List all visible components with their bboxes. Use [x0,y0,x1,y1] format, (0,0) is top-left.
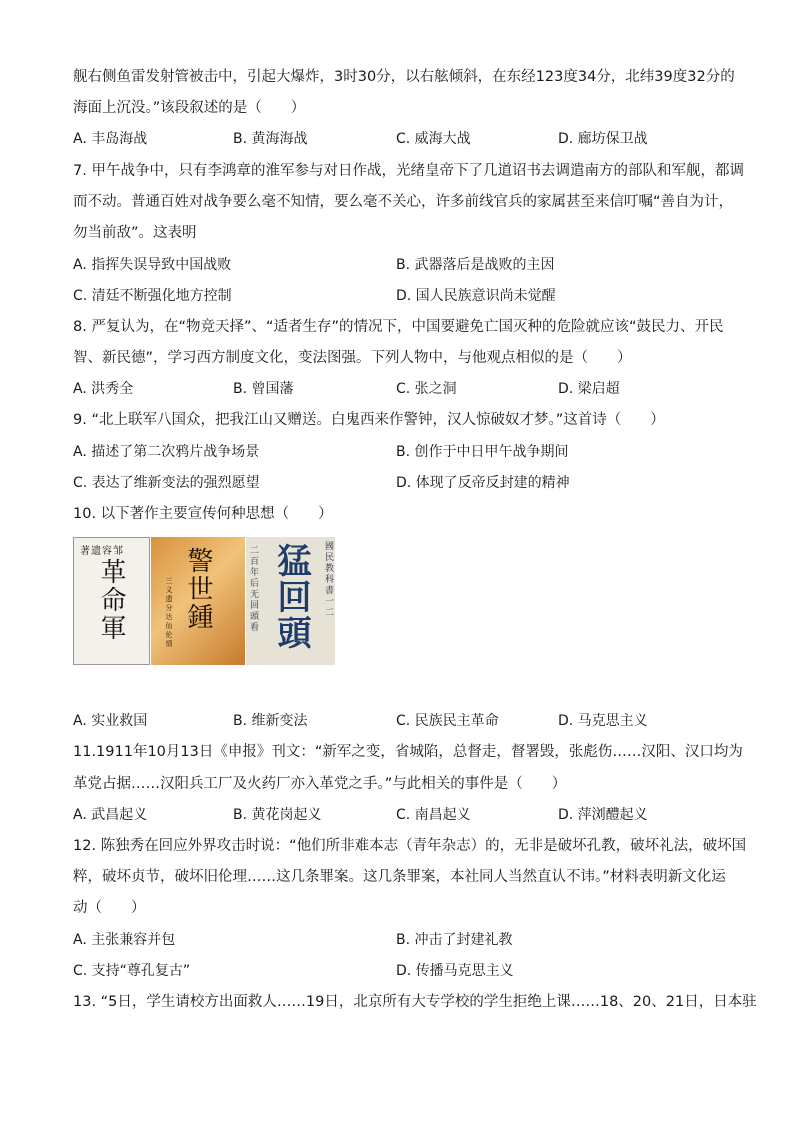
q12-option-d[interactable]: D. 传播马克思主义 [396,963,514,979]
q12-option-b[interactable]: B. 冲击了封建礼教 [396,932,513,948]
q7-option-b[interactable]: B. 武器落后是战败的主因 [396,257,555,273]
q6-option-c[interactable]: C. 威海大战 [396,131,471,147]
q10-option-b[interactable]: B. 维新变法 [233,713,308,729]
q6-option-a[interactable]: A. 丰岛海战 [73,131,148,147]
q11-option-d[interactable]: D. 萍浏醴起义 [558,807,648,823]
q11-text-line-1: 11.1911年10月13日《申报》刊文：“新军之变，省城陷，总督走，督署毁，张彪伤……汉阳、汉口均为 [73,744,743,760]
q7-option-c[interactable]: C. 清廷不断强化地方控制 [73,288,232,304]
q6-text-line-1: 舰右侧鱼雷发射管被击中，引起大爆炸，3时30分，以右舷倾斜，在东经123度34分，北纬39度32分的 [73,69,735,85]
q9-option-c[interactable]: C. 表达了维新变法的强烈愿望 [73,475,260,491]
q8-option-a[interactable]: A. 洪秀全 [73,381,134,397]
q12-text-line-2: 粹，破坏贞节，破坏旧伦理……这几条罪案。这几条罪案，本社同人当然直认不讳。”材料表明新文化运 [73,869,726,885]
cover-meng-huitou [246,537,335,665]
q7-option-a[interactable]: A. 指挥失误导致中国战败 [73,257,232,273]
q7-text-line-3: 勿当前敌”。这表明 [73,225,197,241]
q12-option-c[interactable]: C. 支持“尊孔复古” [73,963,191,979]
cover2-subtitle: 三义遗分达仙伦情 [165,577,173,649]
q11-option-a[interactable]: A. 武昌起义 [73,807,148,823]
q6-text-line-2: 海面上沉没。”该段叙述的是（ ） [73,100,306,116]
q8-text-line-2: 智、新民德”，学习西方制度文化，变法图强。下列人物中，与他观点相似的是（ ） [73,350,632,366]
q11-option-c[interactable]: C. 南昌起义 [396,807,471,823]
cover-geming-jun [73,537,150,665]
q10-text-line-1: 10. 以下著作主要宣传何种思想（ ） [73,506,333,522]
cover-jingshi-zhong [151,537,245,665]
cover3-side: 二百年后无回頭看 [248,545,258,633]
q10-option-d[interactable]: D. 马克思主义 [558,713,648,729]
q7-text-line-1: 7. 甲午战争中，只有李鸿章的淮军参与对日作战，光绪皇帝下了几道诏书去调遣南方的部队和军舰，都调 [73,163,744,179]
book-covers-image [73,537,335,665]
q9-option-a[interactable]: A. 描述了第二次鸦片战争场景 [73,444,260,460]
q11-text-line-2: 革党占据……汉阳兵工厂及火药厂亦入革党之手。”与此相关的事件是（ ） [73,776,567,792]
q11-option-b[interactable]: B. 黄花岗起义 [233,807,322,823]
q7-option-d[interactable]: D. 国人民族意识尚未觉醒 [396,288,556,304]
q8-option-c[interactable]: C. 张之洞 [396,381,457,397]
q10-option-a[interactable]: A. 实业救国 [73,713,148,729]
cover2-title: 警世鍾 [183,547,213,631]
q7-text-line-2: 而不动。普通百姓对战争要么毫不知情，要么毫不关心，许多前线官兵的家属甚至来信叮嘱“善自为计， [73,194,734,210]
q8-option-b[interactable]: B. 曾国藩 [233,381,294,397]
q12-option-a[interactable]: A. 主张兼容并包 [73,932,176,948]
q13-text-line-1: 13. “5日，学生请校方出面救人……19日，北京所有大专学校的学生拒绝上课……18、20、21日，日本驻 [73,994,757,1010]
cover3-top: 國民教科書一二 [323,541,333,618]
cover1-author: 著遗容邹 [80,546,124,557]
q6-option-d[interactable]: D. 廊坊保卫战 [558,131,648,147]
q9-text-line-1: 9. “北上联军八国众，把我江山又赠送。白鬼西来作警钟，汉人惊破奴才梦。”这首诗（ ） [73,412,665,428]
q10-option-c[interactable]: C. 民族民主革命 [396,713,499,729]
q8-option-d[interactable]: D. 梁启超 [558,381,620,397]
q12-text-line-1: 12. 陈独秀在回应外界攻击时说：“他们所非难本志（青年杂志）的，无非是破坏孔教，破坏礼法，破坏国 [73,838,747,854]
q6-option-b[interactable]: B. 黄海海战 [233,131,308,147]
q9-option-b[interactable]: B. 创作于中日甲午战争期间 [396,444,569,460]
q9-option-d[interactable]: D. 体现了反帝反封建的精神 [396,475,570,491]
cover1-title: 革命軍 [96,558,126,642]
q12-text-line-3: 动（ ） [73,900,146,916]
q8-text-line-1: 8. 严复认为，在“物竞天择”、“适者生存”的情况下，中国要避免亡国灭种的危险就应该“鼓民力、开民 [73,319,724,335]
cover3-title: 猛回頭 [271,543,311,651]
